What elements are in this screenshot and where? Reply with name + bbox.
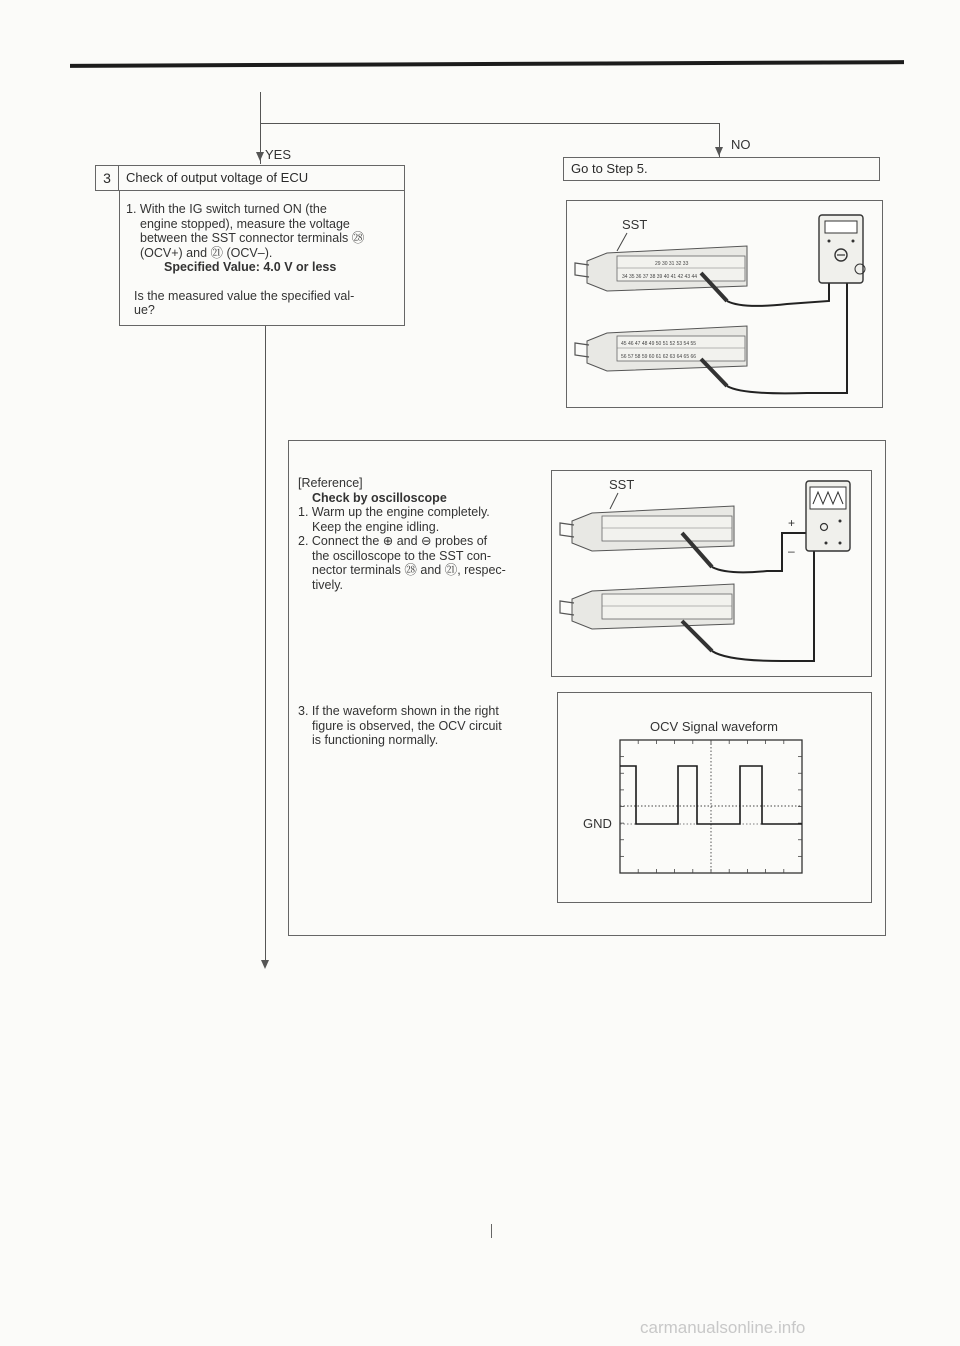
ocv-signal-trace xyxy=(620,766,802,824)
flow-arrow-no xyxy=(715,147,723,156)
top-rule xyxy=(70,60,904,68)
oscilloscope-icon xyxy=(806,481,850,551)
connector-2-row-top: 45 46 47 48 49 50 51 52 53 54 55 xyxy=(621,341,697,347)
reference-step-1-line-1: 1. Warm up the engine completely. xyxy=(298,505,490,519)
flow-arrow-down xyxy=(261,960,269,969)
waveform-diagram xyxy=(558,693,871,902)
reference-step-2-line-1: 2. Connect the ⊕ and ⊖ probes of xyxy=(298,534,488,548)
oscilloscope-diagram xyxy=(552,471,871,676)
no-label: NO xyxy=(731,137,751,152)
goto-step-box: Go to Step 5. xyxy=(563,157,880,181)
watermark-text: carmanualsonline.info xyxy=(640,1318,806,1337)
instruction-line-4: (OCV+) and ㉑ (OCV–). xyxy=(140,245,273,260)
reference-text xyxy=(298,476,548,592)
reference-step-1-line-2: Keep the engine idling. xyxy=(312,519,440,534)
yes-label: YES xyxy=(265,147,292,162)
sst-connector-1 xyxy=(575,246,747,291)
connector-1-row-top: 29 30 31 32 33 xyxy=(655,261,689,267)
connector-1-row-bottom: 34 35 36 37 38 39 40 41 42 43 44 xyxy=(622,274,698,280)
instruction-line-1: 1. With the IG switch turned ON (the xyxy=(126,202,327,216)
sst-connector-2 xyxy=(575,326,747,371)
figure-waveform xyxy=(557,692,872,903)
reference-heading: [Reference] xyxy=(298,476,363,490)
reference-step-3-line-3: is functioning normally. xyxy=(312,733,439,747)
voltmeter-icon xyxy=(819,215,865,283)
step-title: Check of output voltage of ECU xyxy=(119,165,405,191)
reference-step-3-line-1: 3. If the waveform shown in the right xyxy=(298,704,499,718)
connector-2-row-bottom: 56 57 58 59 60 61 62 63 64 65 66 xyxy=(621,354,697,360)
question-line-1: Is the measured value the specified val- xyxy=(134,288,355,303)
step-number: 3 xyxy=(95,165,119,191)
plus-label: + xyxy=(788,516,796,530)
figure-voltmeter xyxy=(566,200,883,408)
step-body xyxy=(119,190,405,326)
reference-step-2-line-4: tively. xyxy=(312,577,344,592)
sst-connector-4 xyxy=(560,584,734,629)
specified-value: Specified Value: 4.0 V or less xyxy=(164,260,337,274)
instruction-line-2: engine stopped), measure the voltage xyxy=(140,216,350,231)
sst-label: SST xyxy=(622,217,648,232)
flow-arrow-yes xyxy=(256,152,264,161)
flow-line-branch xyxy=(260,123,720,124)
gnd-label: GND xyxy=(583,816,612,831)
question-line-2: ue? xyxy=(134,303,155,317)
sst-connector-3 xyxy=(560,506,734,551)
figure-oscilloscope xyxy=(551,470,872,677)
reference-step-2-line-2: the oscilloscope to the SST con- xyxy=(312,548,492,563)
reference-step-2-line-3: nector terminals ㉘ and ㉑, respec- xyxy=(312,563,506,577)
sst-label-2: SST xyxy=(609,477,635,492)
reference-subheading: Check by oscilloscope xyxy=(312,490,447,505)
minus-label: – xyxy=(788,544,795,558)
voltmeter-diagram xyxy=(567,201,882,407)
page-marker xyxy=(491,1224,492,1238)
instruction-line-3: between the SST connector terminals ㉘ xyxy=(140,231,365,245)
reference-step-3 xyxy=(298,704,548,748)
waveform-title: OCV Signal waveform xyxy=(650,719,778,734)
reference-step-3-line-2: figure is observed, the OCV circuit xyxy=(312,718,502,733)
flow-line-main-down xyxy=(265,326,266,962)
